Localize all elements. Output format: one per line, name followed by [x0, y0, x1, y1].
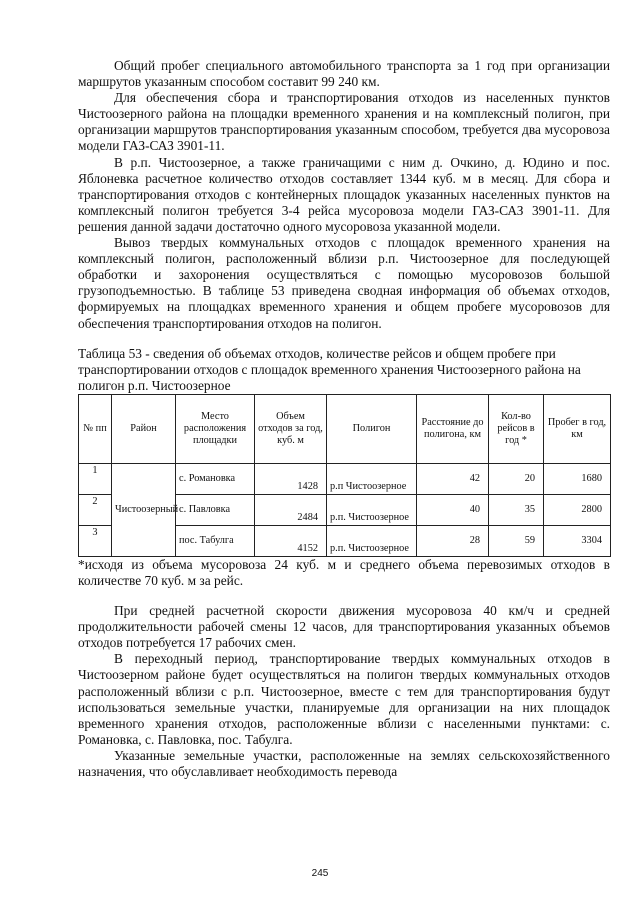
table-footnote: *исходя из объема мусоровоза 24 куб. м и среднего объема перевозимых отходов в количестве 70 куб. м за рейс.: [78, 556, 610, 588]
row-volume: 1428: [255, 463, 327, 494]
document-page: [78, 58, 610, 780]
page-number: 245: [311, 868, 329, 879]
table-header-row: [79, 394, 611, 463]
row-trips: 20: [489, 463, 544, 494]
row-volume: 2484: [255, 494, 327, 525]
header-num: № пп: [79, 394, 112, 463]
header-place: Место расположения площадки: [176, 394, 255, 463]
header-volume: Объем отходов за год, куб. м: [255, 394, 327, 463]
row-volume: 4152: [255, 525, 327, 556]
row-distance: 42: [417, 463, 489, 494]
header-trips: Кол-во рейсов в год *: [489, 394, 544, 463]
row-distance: 28: [417, 525, 489, 556]
row-num: 1: [79, 463, 112, 494]
row-polygon: р.п. Чистоозерное: [327, 494, 417, 525]
header-polygon: Полигон: [327, 394, 417, 463]
row-mileage: 1680: [544, 463, 611, 494]
row-polygon: р.п Чистоозерное: [327, 463, 417, 494]
paragraph-transition-period: В переходный период, транспортирование твердых коммунальных отходов в Чистоозерном районе будет осуществляться на полигон твердых коммунальных отходов расположенный вблизи с р.п. Чистоозерное, вместе с тем для транспортирования будут использоваться земельные участки, планируемые для организации на них площадок временного хранения отходов, расположенные вблизи с населенными пунктами: с. Романовка, с. Павловка, пос. Табулга.: [78, 651, 610, 747]
district-cell: Чистоозерный: [112, 463, 176, 556]
row-polygon: р.п. Чистоозерное: [327, 525, 417, 556]
row-mileage: 2800: [544, 494, 611, 525]
row-num: 2: [79, 494, 112, 525]
row-trips: 35: [489, 494, 544, 525]
row-distance: 40: [417, 494, 489, 525]
paragraph-land-plots: Указанные земельные участки, расположенные на землях сельскохозяйственного назначения, что обуславливает необходимость перевода: [78, 747, 610, 779]
paragraph-trucks-required: Для обеспечения сбора и транспортирования отходов из населенных пунктов Чистоозерного района на площадки временного хранения и на комплексный полигон, при организации маршрутов транспортирования указанным способом, требуется два мусоровоза модели ГАЗ-САЗ 3901-11.: [78, 90, 610, 154]
paragraph-waste-removal: Вывоз твердых коммунальных отходов с площадок временного хранения на комплексный полигон, расположенный вблизи р.п. Чистоозерное для последующей обработки и захоронения осуществляться с помощью мусоровозов большой грузоподъемностью. В таблице 53 приведена сводная информация об объемах отходов, формируемых на площадках временного хранения и общем пробеге мусоровозов для обеспечения транспортирования отходов на полигон.: [78, 235, 610, 331]
header-distance: Расстояние до полигона, км: [417, 394, 489, 463]
row-trips: 59: [489, 525, 544, 556]
row-num: 3: [79, 525, 112, 556]
row-place: пос. Табулга: [176, 525, 255, 556]
header-mileage: Пробег в год, км: [544, 394, 611, 463]
paragraph-chistoozernoe-volume: В р.п. Чистоозерное, а также граничащими с ним д. Очкино, д. Юдино и пос. Яблоневка расчетное количество отходов составляет 1344 куб. м в месяц. Для сбора и транспортирования отходов с контейнерных площадок указанных населенных пунктов на комплексный полигон требуется 3-4 рейса мусоровоза модели ГАЗ-САЗ 3901-11. Для решения данной задачи достаточно одного мусоровоза указанной модели.: [78, 154, 610, 234]
paragraph-work-shifts: При средней расчетной скорости движения мусоровоза 40 км/ч и средней продолжительности рабочей смены 12 часов, для транспортирования указанных объемов отходов потребуется 17 рабочих смен.: [78, 603, 610, 651]
row-place: с. Павловка: [176, 494, 255, 525]
row-mileage: 3304: [544, 525, 611, 556]
table-caption: Таблица 53 - сведения об объемах отходов, количестве рейсов и общем пробеге при транспортировании отходов с площадок временного хранения Чистоозерного района на полигон р.п. Чистоозерное: [78, 345, 581, 393]
waste-table: [78, 394, 611, 557]
header-district: Район: [112, 394, 176, 463]
row-place: с. Романовка: [176, 463, 255, 494]
paragraph-mileage: Общий пробег специального автомобильного транспорта за 1 год при организации маршрутов указанным способом составит 99 240 км.: [78, 58, 610, 90]
table-row: [79, 463, 611, 494]
